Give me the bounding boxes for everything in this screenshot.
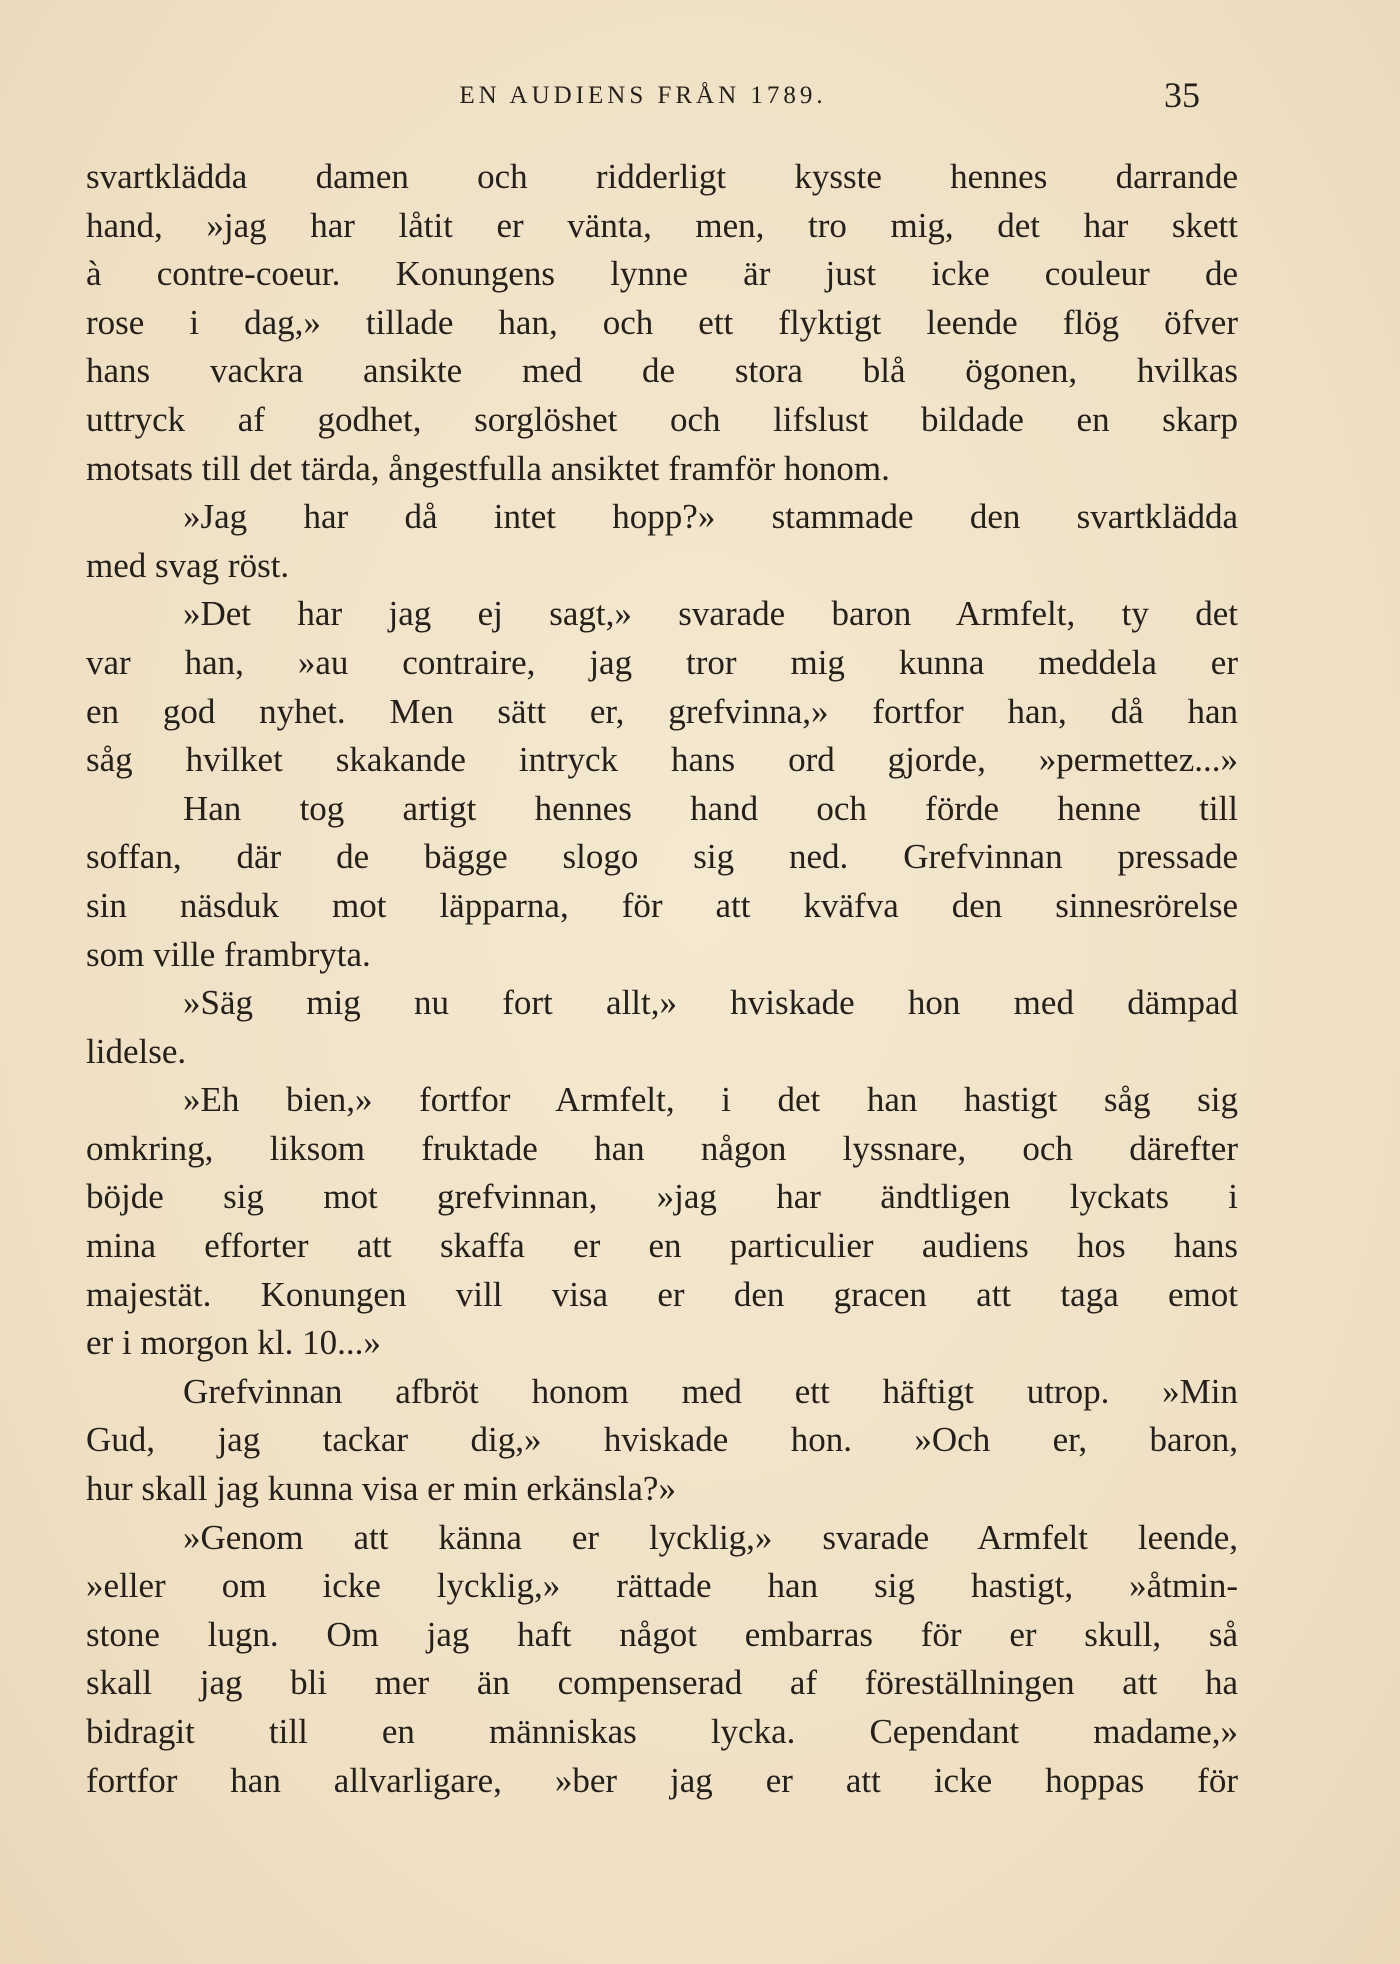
text-line: »Det har jag ej sagt,» svarade baron Armfelt, ty det	[183, 594, 1238, 634]
text-line: »Jag har då intet hopp?» stammade den svartklädda	[183, 497, 1238, 537]
body-text	[86, 153, 1238, 1805]
text-line: fortfor han allvarligare, »ber jag er att icke hoppas för	[86, 1760, 1238, 1800]
text-line: hans vackra ansikte med de stora blå ögonen, hvilkas	[86, 351, 1238, 391]
text-line: »Säg mig nu fort allt,» hviskade hon med dämpad	[183, 983, 1238, 1023]
text-line: med svag röst.	[86, 545, 290, 585]
text-line: Grefvinnan afbröt honom med ett häftigt utrop. »Min	[183, 1371, 1238, 1411]
text-line: soffan, där de bägge slogo sig ned. Grefvinnan pressade	[86, 837, 1238, 877]
text-line: bidragit till en människas lycka. Cependant madame,»	[86, 1712, 1238, 1751]
text-line: uttryck af godhet, sorglöshet och lifslust bildade en skarp	[86, 399, 1238, 439]
text-line: »Eh bien,» fortfor Armfelt, i det han hastigt såg sig	[183, 1080, 1238, 1120]
text-line: såg hvilket skakande intryck hans ord gjorde, »permettez...»	[86, 740, 1238, 780]
text-line: motsats till det tärda, ångestfulla ansiktet framför honom.	[86, 448, 890, 488]
page-header	[86, 74, 1200, 124]
text-line: lidelse.	[86, 1031, 187, 1071]
text-line: à contre-coeur. Konungens lynne är just icke couleur de	[86, 254, 1238, 294]
text-line: er i morgon kl. 10...»	[86, 1323, 381, 1363]
text-line: som ville frambryta.	[86, 934, 371, 974]
text-line: Han tog artigt hennes hand och förde henne till	[183, 788, 1238, 828]
text-line: svartklädda damen och ridderligt kysste hennes darrande	[86, 157, 1238, 196]
page-number: 35	[1164, 75, 1200, 115]
text-line: skall jag bli mer än compenserad af föreställningen att ha	[86, 1663, 1238, 1703]
text-line: sin näsduk mot läpparna, för att kväfva den sinnesrörelse	[86, 885, 1238, 925]
text-line: hand, »jag har låtit er vänta, men, tro mig, det har skett	[86, 205, 1238, 245]
text-line: var han, »au contraire, jag tror mig kunna meddela er	[86, 642, 1238, 682]
text-line: stone lugn. Om jag haft något embarras för er skull, så	[86, 1614, 1238, 1654]
text-line: Gud, jag tackar dig,» hviskade hon. »Och er, baron,	[86, 1420, 1238, 1460]
text-line: majestät. Konungen vill visa er den gracen att taga emot	[86, 1274, 1238, 1314]
text-line: omkring, liksom fruktade han någon lyssnare, och därefter	[86, 1128, 1238, 1168]
text-line: hur skall jag kunna visa er min erkänsla?»	[86, 1469, 676, 1509]
text-line: »Genom att känna er lycklig,» svarade Armfelt leende,	[183, 1517, 1238, 1557]
text-line: »eller om icke lycklig,» rättade han sig hastigt, »åtmin-	[86, 1566, 1238, 1606]
text-line: mina efforter att skaffa er en particulier audiens hos hans	[86, 1226, 1238, 1266]
text-line: böjde sig mot grefvinnan, »jag har ändtligen lyckats i	[86, 1177, 1238, 1217]
text-line: en god nyhet. Men sätt er, grefvinna,» fortfor han, då han	[86, 691, 1238, 731]
running-title: EN AUDIENS FRÅN 1789.	[459, 82, 827, 109]
text-line: rose i dag,» tillade han, och ett flyktigt leende flög öfver	[86, 302, 1238, 342]
